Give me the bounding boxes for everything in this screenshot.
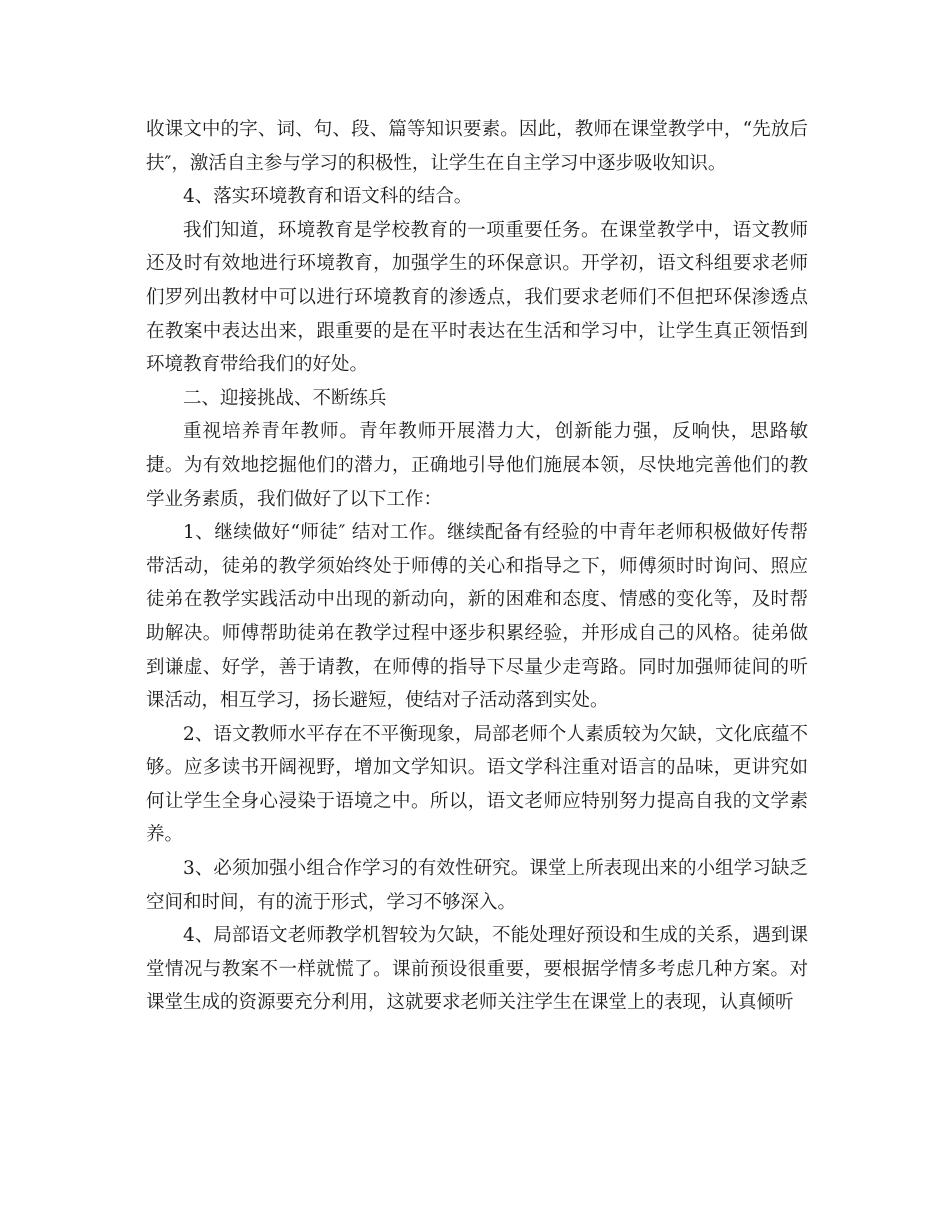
paragraph-9: 4、局部语文老师教学机智较为欠缺，不能处理好预设和生成的关系，遇到课堂情况与教案不一样就慌了。课前预设很重要，要根据学情多考虑几种方案。对课堂生成的资源要充分利用，这就要求老师关注学生在课堂上的表现，认真倾听	[146, 925, 808, 1014]
paragraph-7: 2、语文教师水平存在不平衡现象，局部老师个人素质较为欠缺，文化底蕴不够。应多读书开阔视野，增加文学知识。语文学科注重对语言的品味，更讲究如何让学生全身心浸染于语境之中。所以，语文老师应特别努力提高自我的文学素养。	[146, 723, 808, 846]
paragraph-5: 重视培养青年教师。青年教师开展潜力大，创新能力强，反响快，思路敏捷。为有效地挖掘他们的潜力，正确地引导他们施展本领，尽快地完善他们的教学业务素质，我们做好了以下工作：	[146, 421, 808, 510]
paragraph-8: 3、必须加强小组合作学习的有效性研究。课堂上所表现出来的小组学习缺乏空间和时间，有的流于形式，学习不够深入。	[146, 858, 808, 913]
section-heading-2: 二、迎接挑战、不断练兵	[183, 387, 387, 409]
document-body	[146, 113, 808, 1020]
paragraph-2: 4、落实环境教育和语文科的结合。	[183, 186, 473, 208]
paragraph-3: 我们知道，环境教育是学校教育的一项重要任务。在课堂教学中，语文教师还及时有效地进行环境教育，加强学生的环保意识。开学初，语文科组要求老师们罗列出教材中可以进行环境教育的渗透点，我们要求老师们不但把环保渗透点在教案中表达出来，跟重要的是在平时表达在生活和学习中，让学生真正领悟到环境教育带给我们的好处。	[146, 219, 808, 376]
paragraph-6: 1、继续做好“师徒″ 结对工作。继续配备有经验的中青年老师积极做好传帮带活动，徒弟的教学须始终处于师傅的关心和指导之下，师傅须时时询问、照应徒弟在教学实践活动中出现的新动向，新的困难和态度、情感的变化等，及时帮助解决。师傅帮助徒弟在教学过程中逐步积累经验，并形成自己的风格。徒弟做到谦虚、好学，善于请教，在师傅的指导下尽量少走弯路。同时加强师徒间的听课活动，相互学习，扬长避短，使结对子活动落到实处。	[146, 522, 808, 712]
paragraph-1: 收课文中的字、词、句、段、篇等知识要素。因此，教师在课堂教学中，“先放后扶″，激活自主参与学习的积极性，让学生在自主学习中逐步吸收知识。	[146, 119, 808, 174]
